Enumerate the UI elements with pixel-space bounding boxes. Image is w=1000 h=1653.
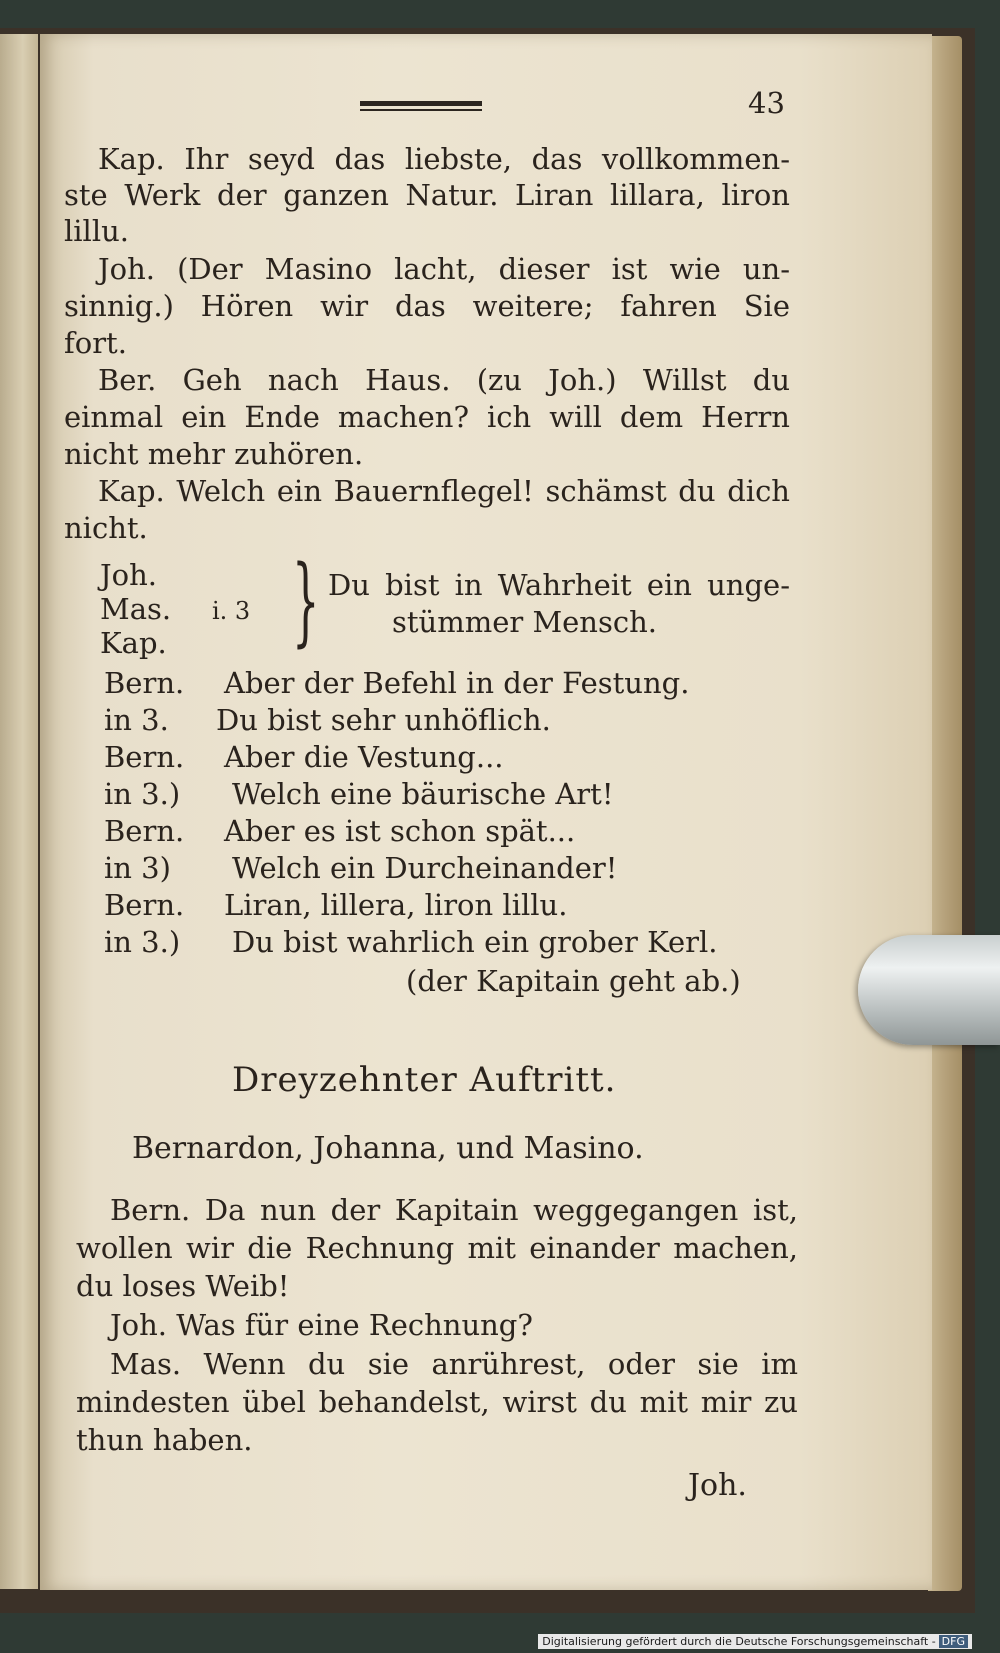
text-line: nicht mehr zuhören. bbox=[64, 437, 364, 471]
speaker-label: in 3.) bbox=[104, 925, 181, 959]
dialogue-text: Du bist wahrlich ein grober Kerl. bbox=[232, 925, 718, 959]
text-line: stümmer Mensch. bbox=[392, 605, 658, 639]
dialogue-text: Aber die Vestung... bbox=[224, 740, 504, 774]
dialogue-text: Du bist sehr unhöflich. bbox=[216, 703, 551, 737]
footer-text: Digitalisierung gefördert durch die Deutsche Forschungsgemeinschaft - bbox=[542, 1635, 936, 1648]
text-line: Bern. Da nun der Kapitain weggegangen ist, bbox=[110, 1193, 798, 1227]
curly-brace-icon: } bbox=[292, 545, 320, 657]
text-line: Joh. (Der Masino lacht, dieser ist wie un- bbox=[98, 252, 790, 286]
dialogue-text: Aber der Befehl in der Festung. bbox=[224, 666, 690, 700]
dialogue-text: Aber es ist schon spät... bbox=[224, 814, 576, 848]
scene-heading: Dreyzehnter Auftritt. bbox=[232, 1060, 617, 1100]
speaker-label: Kap. bbox=[100, 626, 167, 660]
text-line: fort. bbox=[64, 326, 127, 360]
text-line: ste Werk der ganzen Natur. Liran lillara, liron bbox=[64, 178, 790, 212]
scene-cast: Bernardon, Johanna, und Masino. bbox=[132, 1131, 644, 1166]
speaker-label: in 3) bbox=[104, 851, 171, 885]
text-line: du loses Weib! bbox=[76, 1269, 290, 1303]
text-line: Mas. Wenn du sie anrührest, oder sie im bbox=[110, 1347, 798, 1381]
text-line: Kap. Welch ein Bauernflegel! schämst du dich bbox=[98, 474, 790, 508]
footer-credit bbox=[538, 1634, 972, 1649]
catchword: Joh. bbox=[688, 1468, 747, 1503]
speaker-label: Bern. bbox=[104, 740, 185, 774]
text-line: Ber. Geh nach Haus. (zu Joh.) Willst du bbox=[98, 363, 790, 397]
speaker-label: in 3.) bbox=[104, 777, 181, 811]
text-line: mindesten übel behandelst, wirst du mit mir zu bbox=[76, 1385, 798, 1419]
page-number: 43 bbox=[748, 86, 785, 120]
dfg-logo: DFG bbox=[939, 1635, 968, 1648]
group-marker: i. 3 bbox=[212, 597, 251, 625]
speaker-label: Mas. bbox=[100, 592, 172, 626]
speaker-label: Bern. bbox=[104, 814, 185, 848]
text-line: sinnig.) Hören wir das weitere; fahren Sie bbox=[64, 289, 790, 323]
text-line: Du bist in Wahrheit ein unge- bbox=[328, 568, 790, 602]
speaker-label: Bern. bbox=[104, 666, 185, 700]
page-stack-edge bbox=[928, 36, 962, 1591]
dialogue-text: Liran, lillera, liron lillu. bbox=[224, 888, 568, 922]
text-line: thun haben. bbox=[76, 1423, 253, 1457]
speaker-label: Joh. bbox=[100, 558, 157, 592]
text-line: wollen wir die Rechnung mit einander machen, bbox=[76, 1231, 798, 1265]
dialogue-text: Welch eine bäurische Art! bbox=[232, 777, 614, 811]
header-rule-thin bbox=[360, 109, 482, 111]
previous-page-edge bbox=[0, 34, 38, 1589]
header-rule bbox=[360, 101, 482, 106]
text-line: einmal ein Ende machen? ich will dem Herrn bbox=[64, 400, 790, 434]
text-line: Kap. Ihr seyd das liebste, das vollkommen- bbox=[98, 142, 790, 176]
speaker-label: in 3. bbox=[104, 703, 169, 737]
text-line: Joh. Was für eine Rechnung? bbox=[110, 1308, 533, 1342]
text-line: nicht. bbox=[64, 511, 148, 545]
dialogue-text: Welch ein Durcheinander! bbox=[232, 851, 618, 885]
stage-direction: (der Kapitain geht ab.) bbox=[406, 964, 741, 998]
speaker-label: Bern. bbox=[104, 888, 185, 922]
page-clip bbox=[858, 935, 1000, 1045]
text-line: lillu. bbox=[64, 214, 129, 248]
